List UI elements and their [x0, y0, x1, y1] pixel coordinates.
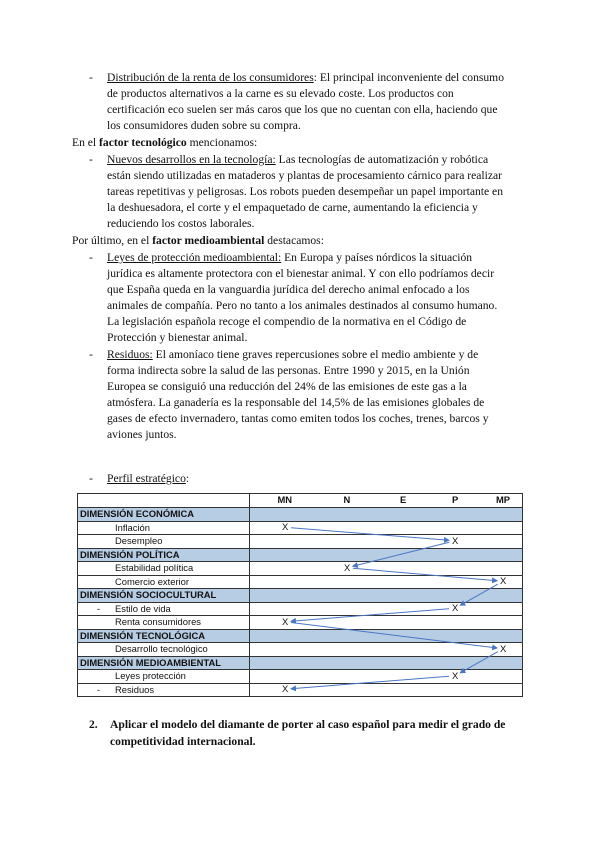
factor-label: Comercio exterior: [115, 575, 189, 587]
connector-arrow: [291, 676, 449, 689]
profile-title: Perfil estratégico:: [107, 472, 190, 485]
score-marker: X: [282, 615, 289, 627]
connector-arrow: [460, 584, 498, 605]
factor-label: Desempleo: [115, 535, 163, 546]
connector-arrow: [353, 568, 497, 580]
score-marker: X: [282, 683, 289, 695]
factor-label: Inflación: [115, 521, 150, 533]
question-line-2: competitividad internacional.: [110, 735, 256, 748]
connector-arrow: [291, 528, 449, 541]
connector-arrow: [460, 652, 498, 673]
column-header-mn: MN: [277, 494, 293, 505]
score-marker: X: [344, 561, 351, 573]
column-header-p: P: [452, 494, 459, 505]
profile-connector-arrows: [77, 493, 523, 698]
factor-label: Desarrollo tecnológico: [115, 643, 208, 654]
factor-label: Estabilidad política: [115, 562, 194, 573]
score-marker: X: [452, 534, 459, 546]
section-label: DIMENSIÓN MEDIOAMBIENTAL: [80, 656, 221, 668]
factor-label: Residuos: [115, 683, 155, 695]
section-label: DIMENSIÓN ECONÓMICA: [80, 508, 195, 519]
connector-arrow: [353, 542, 449, 566]
column-header-e: E: [400, 494, 407, 505]
tech-factor-intro: En el factor tecnológico mencionamos:: [72, 136, 258, 149]
factor-label: Estilo de vida: [115, 602, 171, 614]
column-header-mp: MP: [496, 494, 511, 505]
factor-label: Renta consumidores: [115, 616, 201, 627]
row-bullet: -: [97, 602, 101, 614]
env-laws-item: Leyes de protección medioambiental: En Europa y países nórdicos la situación: [107, 251, 473, 264]
list-dash: -: [89, 71, 93, 84]
tech-developments-item: Nuevos desarrollos en la tecnología: Las tecnologías de automatización y robótica: [107, 153, 489, 166]
item-title: Distribución de la renta de los consumidores: [107, 71, 314, 84]
strategic-profile-table: [77, 493, 523, 697]
list-dash: -: [89, 472, 93, 485]
row-bullet: -: [97, 683, 101, 695]
env-factor-intro: Por último, en el factor medioambiental destacamos:: [72, 234, 324, 247]
env-waste-item: Residuos: El amoníaco tiene graves repercusiones sobre el medio ambiente y de: [107, 348, 479, 361]
factor-label: Leyes protección: [115, 670, 186, 681]
income-distribution-item: Distribución de la renta de los consumidores: El principal inconveniente del consumo: [107, 71, 504, 84]
score-marker: X: [452, 602, 459, 614]
section-label: DIMENSIÓN SOCIOCULTURAL: [80, 589, 217, 600]
list-dash: -: [89, 348, 93, 361]
column-header-n: N: [343, 494, 351, 505]
item-title: Residuos:: [107, 348, 153, 361]
connector-arrow: [291, 609, 449, 622]
list-dash: -: [89, 153, 93, 166]
score-marker: X: [500, 575, 507, 587]
question-number: 2.: [89, 718, 98, 731]
question-line-1: Aplicar el modelo del diamante de porter al caso español para medir el grado de: [110, 718, 506, 731]
list-dash: -: [89, 251, 93, 264]
item-title: Nuevos desarrollos en la tecnología:: [107, 153, 276, 166]
connector-arrow: [291, 622, 497, 648]
section-label: DIMENSIÓN TECNOLÓGICA: [80, 629, 206, 641]
score-marker: X: [452, 669, 459, 681]
item-title: Leyes de protección medioambiental:: [107, 251, 282, 264]
score-marker: X: [500, 642, 507, 654]
score-marker: X: [282, 521, 289, 533]
section-label: DIMENSIÓN POLÍTICA: [80, 548, 180, 560]
